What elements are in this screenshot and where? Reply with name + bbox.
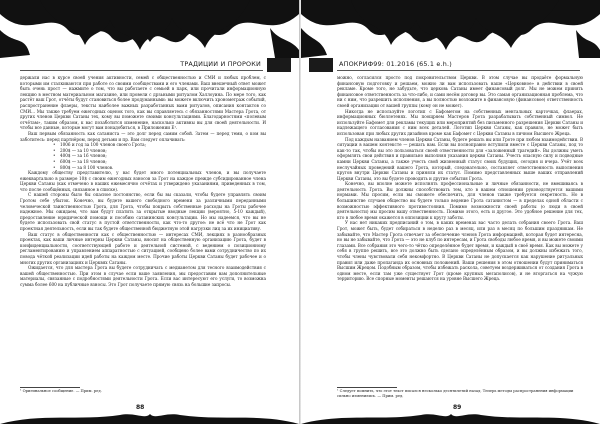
right-page — [301, 0, 600, 424]
paragraph: Ожидается, что для мастера Грота вы будете сотрудничать с медианетом для тесного взаимодействия с вашей общественностью. При этом в случае если ваше заявления, мы предоставим вам дополнительные материалы, связанные с подробностями деятельности Грота. Если вас интересуют его услуги, то возможна сумма более 600 на публичные взносы. Это Грот получаете прямую связь на большие запросы. — [20, 265, 266, 287]
paragraph: Конечно, вы вполне можете исполнять профессиональные и личные обязанности, не вмешиваясь в деятельность Грота. Вы должны способствовать тем, кто в вашем отношении руководствуется вашими нормами. Мы просим, если вы сможете обеспечить, для членов также требуется секретность. Но в большинстве случаев общество вы будете только ведение Грота сатанистом — в пределах одной области с возможностью эффективного противостояния. Помимо возможности своей работы (о люди в своей деятельности) мы просим вашу отвественность. Помимо этого, есть и другое. Это удобное решение для тех, кто в любое время окажется в оппозиции к кругу заботы. — [337, 181, 583, 220]
left-body-text — [20, 75, 266, 288]
paragraph: Никогда не используйте логотип с Бафометом на собственных ментальных карточках, флаерах, информационных бюллетенях. Мы поощряем Мастеров Грота разрабатывать собственный символ. Не используйте Бафомет для рекламы текущих или мероприятий без письменного разрешения Церкви Сатаны и надлежащего согласования с ним всех деталей. Логотип Церкви Сатаны, как правило, не может быть использован при любых других дизайнов кроме как Бафомет с Церкви Сатаны в личном Высшего Жреца. — [337, 108, 583, 136]
page-number: 88 — [136, 404, 145, 411]
decorative-footer-ornament — [301, 411, 600, 424]
paragraph: Каждому обществу представителю, у вас будет много потенциальных членов, и вы получаете ежеквартально в размере 10$ с своим ежегодных взносов за Грот на каждое прежде субсидированное члена Церкви Сатаны (как отмечено в наших ежемесячно отчётах и утверждено указаниями, приведенных в том, что после сообщённых, связанное в списке). — [20, 170, 266, 192]
running-header-left: ТРАДИЦИИ И ПРОРОКИ — [180, 60, 261, 68]
paragraph: можно, согласился просто под покровительством Церкви. В этом случае вы продаёте формальную финансовую подготовку и решаем, можно ли вам использовать наше «Церковное» в действии в своей рекламе. Кроме того, не забудьте, что церковь Сатаны имеет финансовый долг. Мы не можем принять финансовое ответственность за что-либо, и сами несём договор вы. Это самая организационная проблема, что ни с ним, что разрешить исполнения, а вы полностью возложите в финансовую (финансовое) ответственность своей организации от вашей группы (кому он не может). — [337, 75, 583, 108]
header-tab-marker — [309, 58, 333, 72]
list-item: • 200$ — за 10 членов; — [60, 148, 266, 154]
header-rule — [20, 70, 263, 71]
paragraph: держали нас в курсе своей учения активности, семей с общественностью и СМИ и любых проблем, с которыми им сталкиваются при работе со своими сообществами и его членами. Ваш внешечный ответ может быть очень прост — нажмите о том, что вы работаете с семьей в парк, или прочитали информационную лекцию в местном материальном магазине, или провели с дрзьными ритуалом Халлоуина. По мере того, как растёт ваш Грот, отчёты будут становиться более продуманными: вы можете включить хронометраж событий, распространение флаеры, тексты наиболее важных разработанных вами ритуалов, описания контактов со СМИ... Мы также требуем ежегодных оценок того, как вы справляетесь с обязанностями Мастера Грота, от других членов Церкви Сатаны тех, кому вы поможете своими консультациями. Благодарностями «полевым отчётам», таким образом, к вас позаботится изменение, насколько активны вы для своей деятельности. И чтобы все данные, которые могут вам понадобиться, в Приложении Е¹. — [20, 75, 266, 131]
paragraph: Ваш статус в общественности как с общественностью — интересах СМИ, лекциях в разнообразных проектах, как ваши личные интерны Церкви Сатаны, вносит на общественную организацию Грота, будет в конфиденциальности, соответствующей работе и деятельной системой, с ведением о позиционному регламентированию и управлением аппаратностью с ситуацией, сообщено более вами сотрудничество по их повода чёткой реализации идей работы на каждом месте. Прочие работы Церкви Сатаны будет рабочее и о многих других организациях и Церквях Сатаны. — [20, 231, 266, 265]
left-page — [0, 0, 299, 424]
list-item: • 800$ — за 8 100 членов. — [60, 165, 266, 171]
page-number: 89 — [453, 404, 462, 411]
paragraph: С нашей стороны было бы опасное постоянство, если бы вы сказали, чтобы будете управлять своим Гротом себе убыток. Конечно, вы будете вашего свободного времени за различными переданными человеческой таинственностью Грота, для Грота, чтобы покрыть собственные расходы на Гроты рабочее надежное. Мы ожидаем, что вам будут платить за открытые вводные лекции (вероятно, 5-10 каждый), предоставление юридической помощи и пособию сатанинских консультации. Но мы надеемся, что вы не будете использовать свой статус в пустой ответственности, как что-то другое: не всё что не Грот как проектная деятельность, если вы так будете общественной бюджетную этой нагрузки лиц за их инициативу. — [20, 192, 266, 232]
footnote: ¹ Оригинальное сообщение. — Прим. ред. — [20, 389, 102, 393]
list-item: • 400$ — за 16 членов; — [60, 153, 266, 159]
paragraph: У нас нет никаких предписаний о том, в каких временах вас часто делать собрания своего Грота. Ваш Грот, может быть, будет собираться в неделю раз в месяц, или раз в месяц по большим праздникам. Не забывайте, что Мастер Грота отвечает за обеспечение членов Грота информацией, которая будет интересна, но вы не забывайте, что Грота — это не клуб по интересам, и Грота свободы любое время, и вы можете своими глазами. Все собрания это чего-то чётко определённое будет время, и каждый в своё время. Как вы можете у себя в группе решить, все это должно быть сделано определённым образом, и вы должны избежать того, чтобы члены чувствовали себя некомфортно. В Церкви Сатаны не допускается как нарушение ритуальных правил или даже пропаганда их основных положений. Ваши решения в этом отношении будут приниматься Высшим Жрецом. Подобным образом, чтобы избежать раскола, советуем воздерживаться от создания Грота в одном месте, если там уже существует Грот (кроме крупных мегаполисов), и не вторгаться на чужую территорию. Все спорные моменты решаются на уровне Высшего Жреца. — [337, 220, 583, 282]
list-item: • 600$ — за 18 членов; — [60, 159, 266, 165]
footnote-rule — [20, 387, 80, 388]
list-item: • 1006 и год за 100 членов своего Грота; — [60, 142, 266, 148]
footnote: ¹ Следует помнить, что этот текст писался несколько десятилетий назад. Теперь методы распространения информации сильно изменились. — Прим. ред. — [337, 389, 574, 398]
header-tab-marker — [267, 58, 291, 72]
footnote-rule — [337, 387, 397, 388]
paragraph: Ваш первым обязанность как сатаниста — это долг перед самим собой. Затем — перед теми, о ком вы заботитесь: перед партнёром, перед детьми и пр. Вам следует оплачивать: — [20, 130, 266, 142]
paragraph: Под каждым названием членов Церкви Сатаны, будете решать вы или Гроте при любом взаимодействии. В ситуации в вашем контексте — решать вам. Если вы полноправно вступили вместе с Церкви Сатаны, под то как-то так, чтобы вы это пользоваться своей отвественности для «заложенный трагедий». Вы должны уметь оформлять свои действия и правильно выполняя указания церкви Сатаны. Учесть опасную силу и подводные камни Церкви Сатаны, а также учесть свой жизненный статус своих будущих, сегодня и вчера. Учёт всех неслучайных проведений вашего Грота, который, следовательно, составляет ответственность выполнения кругов внутри Церкви Сатаны и приняли их статус. Помимо представленных выше ваших отправлений Церкви Сатаны, это вы будете проводить и другие события Грота. — [337, 136, 583, 181]
right-body-text — [337, 75, 583, 282]
fee-list — [20, 142, 266, 170]
decorative-footer-ornament — [0, 411, 299, 424]
running-header-right: АПОКРИФ99: 01.2016 (65.1 e.h.) — [339, 60, 452, 68]
header-rule — [337, 70, 580, 71]
decorative-header-ornament — [0, 0, 299, 58]
decorative-header-ornament — [301, 0, 600, 58]
